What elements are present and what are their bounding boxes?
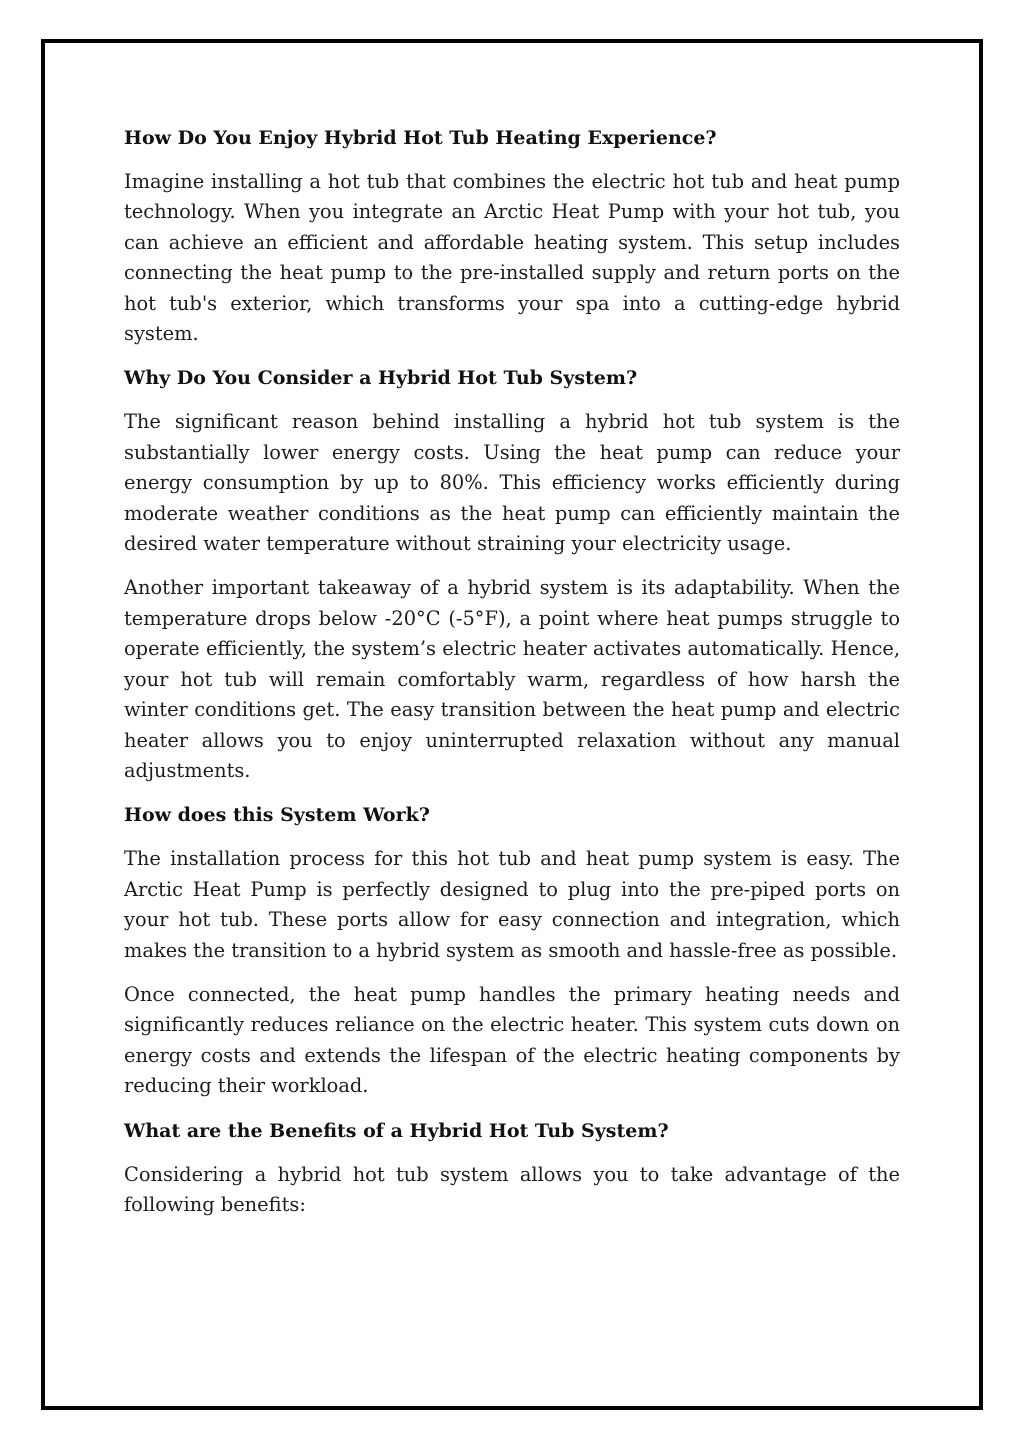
document-body (124, 123, 900, 1234)
paragraph-hybrid-experience: Imagine installing a hot tub that combines the electric hot tub and heat pump technology. When you integrate an Arctic Heat Pump with your hot tub, you can achieve an efficient and affordable heating system. This setup includes connecting the heat pump to the pre-installed supply and return ports on the hot tub's exterior, which transforms your spa into a cutting-edge hybrid system. (124, 170, 900, 346)
paragraph-installation: The installation process for this hot tub and heat pump system is easy. The Arctic Heat Pump is perfectly designed to plug into the pre-piped ports on your hot tub. These ports allow for easy connection and integration, which makes the transition to a hybrid system as smooth and hassle-free as possible. (124, 847, 900, 962)
section-heading-how-it-works: How does this System Work? (124, 804, 430, 827)
section-heading-benefits: What are the Benefits of a Hybrid Hot Tub System? (124, 1119, 669, 1142)
paragraph-benefits-intro: Considering a hybrid hot tub system allows you to take advantage of the following benefits: (124, 1162, 900, 1216)
paragraph-once-connected: Once connected, the heat pump handles the primary heating needs and significantly reduces reliance on the electric heater. This system cuts down on energy costs and extends the lifespan of the electric heating components by reducing their workload. (124, 982, 900, 1098)
paragraph-adaptability: Another important takeaway of a hybrid system is its adaptability. When the temperature drops below -20°C (-5°F), a point where heat pumps struggle to operate efficiently, the system’s electric heater activates automatically. Hence, your hot tub will remain comfortably warm, regardless of how harsh the winter conditions get. The easy transition between the heat pump and electric heater allows you to enjoy uninterrupted relaxation without any manual adjustments. (124, 576, 900, 782)
section-heading-hybrid-experience: How Do You Enjoy Hybrid Hot Tub Heating Experience? (124, 127, 717, 149)
paragraph-energy-costs: The significant reason behind installing a hybrid hot tub system is the substantially lower energy costs. Using the heat pump can reduce your energy consumption by up to 80%. This efficiency works efficiently during moderate weather conditions as the heat pump can efficiently maintain the desired water temperature without straining your electricity usage. (124, 410, 900, 556)
section-heading-why-hybrid: Why Do You Consider a Hybrid Hot Tub System? (124, 367, 638, 390)
